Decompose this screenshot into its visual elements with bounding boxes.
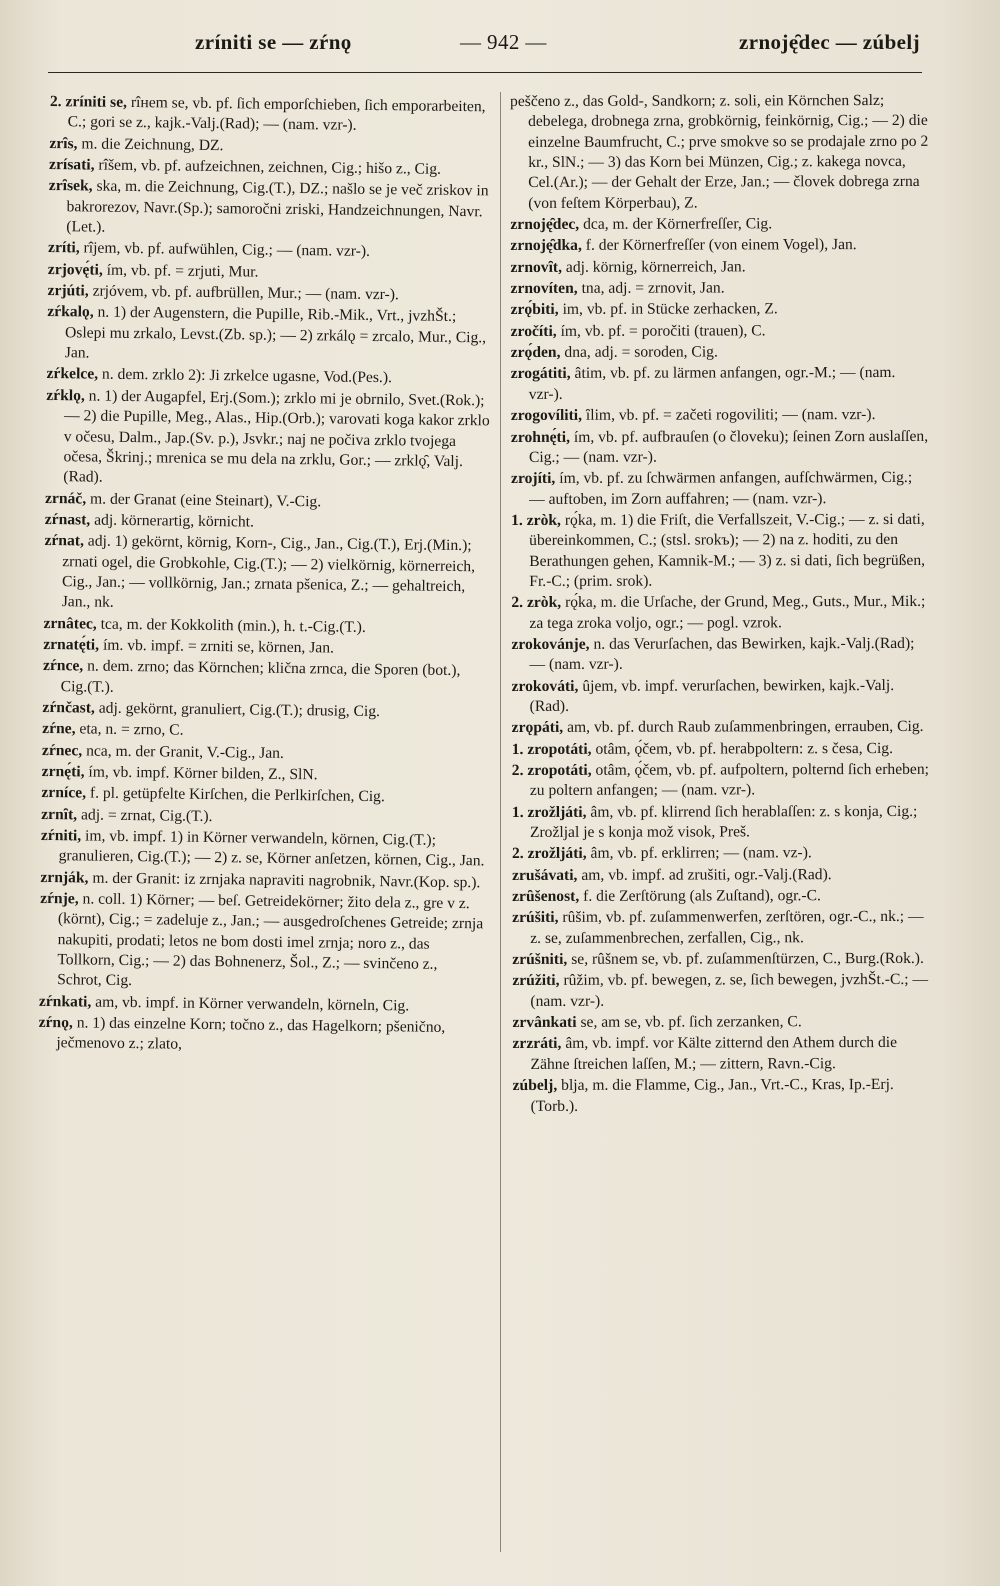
dictionary-entry [512,1012,932,1033]
entry-definition: m. der Granit: iz zrnjaka napraviti nagrobnik, Navr.(Kop. sp.). [92,869,481,892]
entry-headword: zrǫ́den, [510,343,561,362]
entry-headword: zrzráti, [512,1035,562,1053]
entry-headword: zročíti, [510,322,557,340]
dictionary-entry [50,92,495,138]
entry-headword: zrnâtec, [43,614,97,633]
entry-definition: rǫ́ka, m. 1) die Friſt, die Verfallszeit, V.-Cig.; — z. si dati, übereinkommen, C.; (stsl. srokъ); — 2) na z. hoditi, zu den Berathungen gehen, Kamnik-M.; — 3) z. si dati, ſich begrüßen, Fr.-C.; (prim. srok). [529,510,926,590]
dictionary-entry [511,634,931,676]
dictionary-entry [39,889,485,996]
entry-headword: zŕklǫ, [46,386,85,405]
entry-headword: zrúšiti, [512,909,559,927]
dictionary-entry [510,214,930,235]
entry-definition: ím, vb. pf. aufbrauſen (o človeku); ſeinen Zorn auslaſſen, Cig.; — (nam. vzr-). [528,427,929,466]
dictionary-entry [511,426,931,468]
entry-headword: zrogátiti, [510,365,571,383]
entry-headword: zŕkalǫ, [47,303,94,321]
entry-headword: zrjovę́ti, [47,260,103,279]
entry-definition: zrjóvem, vb. pf. aufbrüllen, Mur.; — (nam. vzr-). [92,282,399,304]
dictionary-entry [48,176,494,242]
dictionary-entry [512,739,932,760]
entry-definition: adj. 1) gekörnt, körnig, Korn-, Cig., Jan., Cig.(T.), Erj.(Min.); zrnati ogel, die Grobkohle, Cig.(T.); — 2) vielkörnig, körnerreich, Cig., Jan.; — vollkörnig, Jan.; zrnata pšenica, Z.; — gehaltreich, Jan., nk. [61,532,476,612]
dictionary-entry [512,676,932,718]
dictionary-entry [510,257,930,278]
entry-headword: 2. zròk, [511,594,562,612]
entry-definition: ím, vb. pf. = zrjuti, Mur. [106,261,259,281]
entry-definition: ím, vb. pf. zu ſchwärmen anfangen, aufſchwärmen, Cig.; — auftoben, im Zorn auffahren; — (nam. vzr-). [529,469,913,508]
entry-definition: rîнem se, vb. pf. ſich emporſchieben, ſich emporarbeiten, C.; gori se z., kajk.-Valj.(Rad); — (nam. vzr-). [67,93,486,135]
entry-definition: f. die Zerſtörung (als Zuſtand), ogr.-C. [583,887,821,905]
entry-definition: adj. körnig, körnerreich, Jan. [565,258,746,276]
entry-definition: peščeno z., das Gold-, Sandkorn; z. soli, ein Körnchen Salz; debelega, drobnega zrna, grobkörnig, feinkörnig, Cig.; — 2) die einzelne Baumfrucht, C.; prve smokve so se prodajale zrno po 2 kr., SlN.; — 3) das Korn bei Münzen, Cig.; z. kakega novca, Cel.(Ar.); — der Gehalt der Erze, Jan.; — človek dobrega zrna (von feſtem Körperbau), Z. [510,92,929,212]
entry-headword: zŕnǫ, [38,1014,73,1032]
entry-definition: f. der Körnerfreſſer (von einem Vogel), Jan. [585,236,857,255]
entry-definition: âm, vb. impf. vor Kälte zitternd den Athem durch die Zähne ſtreichen laſſen, M.; — zittern, Ravn.-Cig. [530,1034,898,1073]
entry-headword: zrnatę́ti, [43,635,100,654]
entry-definition: ím. vb. impf. = zrniti se, körnen, Jan. [102,636,335,657]
dictionary-entry [511,510,931,592]
column-divider [500,92,501,1552]
entry-headword: zúbelj, [512,1077,558,1095]
entry-definition: otâm, ǫ́čem, vb. pf. aufpoltern, polternd ſich erheben; zu poltern anfangen; — (nam. vzr-). [529,760,929,800]
entry-definition: eta, n. = zrno, C. [79,720,184,739]
entry-definition: ím, vb. pf. = poročiti (trauen), C. [560,322,766,340]
entry-headword: zrokovánje, [511,635,590,653]
dictionary-entry [512,717,932,738]
entry-definition: rûžim, vb. pf. bewegen, z. se, ſich bewegen, jvzhŠt.-C.; — (nam. vzr-). [530,971,929,1010]
entry-headword: zrǫ́biti, [510,301,559,319]
entry-definition: n. 1) der Augenstern, die Pupille, Rib.-Mik., Vrt., jvzhŠt.; Oslepi mu zrkalo, Levst.(Zb. sp.); — 2) zrkálǫ = zrcalo, Mur., Cig., Jan. [64,304,487,362]
entry-headword: zrnovȋt, [510,258,563,276]
entry-definition: adj. körnerartig, körnicht. [94,511,255,531]
entry-definition: rûšim, vb. pf. zuſammenwerfen, zerſtören, ogr.-C., nk.; — z. se, zuſammenbrechen, zerfallen, Cig., nk. [530,908,924,947]
entry-headword: zríti, [47,239,80,257]
entry-headword: zrȋs, [49,134,78,153]
dictionary-entry [510,235,930,256]
entry-definition: ûjem, vb. impf. verurſachen, bewirken, kajk.-Valj.(Rad). [529,676,895,715]
entry-headword: zrúšniti, [512,950,568,969]
entry-definition: ȋlim, vb. pf. = začeti rogoviliti; — (nam. vzr-). [585,406,876,424]
entry-headword: zrojíti, [510,470,556,488]
entry-definition: ska, m. die Zeichnung, Cig.(T.), DZ.; našlo se je več zriskov in bakrorezov, Navr.(Sp.); samoročni zriski, Handzeichnungen, Navr.(Let.). [66,177,489,236]
entry-definition: âm, vb. pf. erklirren; — (nam. vz-). [590,844,812,863]
right-column [510,91,933,1118]
entry-definition: âtim, vb. pf. zu lärmen anfangen, ogr.-M.; — (nam. vzr-). [528,364,896,403]
entry-definition: im, vb. impf. 1) in Körner verwandeln, körnen, Cig.(T.); granulieren, Cig.(T.); — 2) z. se, Körner anſetzen, körnen, Cig., Jan. [58,827,485,870]
entry-definition: n. das Verurſachen, das Bewirken, kajk.-Valj.(Rad); — (nam. vzr-). [529,634,915,674]
entry-headword: zŕne, [42,720,76,738]
entry-definition: n. 1) der Augapfel, Erj.(Som.); zrklo mi je obrnilo, Svet.(Rok.); — 2) die Pupille, Meg., Alas., Hip.(Orb.); varovati koga kakor zrklo v očesu, Dalm., Jap.(Sv. p.), Jsvkr.; naj ne počiva zrklo tvojega očesa, Škrinj.; mrenica se mu dela na zrklu, Gor.; — zrklǫ̑, Valj.(Rad). [63,387,490,486]
entry-headword: zrušávati, [512,866,578,884]
entry-headword: zrníce, [41,784,87,802]
entry-headword: zrnȋt, [41,805,78,824]
dictionary-entry [510,278,930,299]
entry-definition: tca, m. der Kokkolith (min.), h. t.-Cig.(T.). [100,615,366,636]
dictionary-entry [513,1075,933,1117]
entry-definition: f. pl. getüpfelte Kirſchen, die Perlkirſchen, Cig. [89,784,385,806]
entry-definition: âm, vb. pf. klirrend ſich herablaſſen: z. s konja, Cig.; Zrožljal je s konja mož visok, Preš. [529,802,918,841]
entry-headword: 2. zropotáti, [511,761,592,779]
header-left-guideword: zríniti se — zŕnǫ [195,30,352,54]
entry-definition: am, vb. impf. in Körner verwandeln, körneln, Cig. [95,993,410,1015]
entry-headword: zrokováti, [511,677,579,695]
entry-definition: n. dem. zrno; das Körnchen; klična zrnca, die Sporen (bot.), Cig.(T.). [60,657,461,696]
entry-definition: dca, m. der Körnerfreſſer, Cig. [583,215,773,233]
entry-headword: zŕnce, [42,657,84,675]
dictionary-entry [512,802,932,844]
dictionary-entry [512,1033,932,1075]
running-header [60,30,920,64]
entry-definition: se, am se, vb. pf. ſich zerzanken, C. [580,1013,802,1031]
entry-headword: zŕnat, [44,532,85,550]
dictionary-entry [512,949,932,970]
entry-definition: tna, adj. = zrnovit, Jan. [581,279,725,297]
dictionary-entry [511,363,931,405]
entry-definition: rîšem, vb. pf. aufzeichnen, zeichnen, Cig.; hišo z., Cig. [98,156,442,178]
entry-headword: zrúžiti, [512,972,560,990]
dictionary-entry [512,865,932,886]
dictionary-entry [43,656,488,702]
entry-definition: n. dem. zrklo 2): Ji zrkelce ugasne, Vod.(Pes.). [101,366,393,387]
dictionary-entry [38,1013,483,1059]
entry-headword: zrjúti, [47,282,89,300]
entry-headword: zrnáč, [44,489,87,508]
entry-headword: zŕnast, [44,510,91,529]
page-number: — 942 — [460,30,547,54]
entry-definition: dna, adj. = soroden, Cig. [564,343,718,361]
entry-headword: zrvânkati [512,1013,577,1032]
entry-headword: zrogovíliti, [510,406,583,425]
entry-definition: m. die Zeichnung, DZ. [81,135,224,154]
entry-definition: blja, m. die Flamme, Cig., Jan., Vrt.-C., Kras, Ip.-Erj.(Torb.). [530,1076,894,1115]
entry-headword: 1. zròk, [511,511,561,529]
entry-definition: im, vb. pf. in Stücke zerhacken, Z. [562,300,778,319]
entry-headword: zrȋsek, [48,177,93,195]
dictionary-entry [47,302,493,368]
entry-headword: zrnovíten, [510,279,578,298]
entry-headword: zŕkelce, [46,365,99,384]
entry-definition: am, vb. impf. ad zrušiti, ogr.-Valj.(Rad). [581,865,832,884]
entry-headword: zŕniti, [40,826,82,845]
entry-definition: adj. = zrnat, Cig.(T.). [80,806,213,825]
entry-definition: n. 1) das einzelne Korn; točno z., das Hagelkorn; pšenično, ječmenovo z.; zlato, [56,1014,446,1054]
dictionary-entry [511,342,931,363]
dictionary-entry [511,321,931,342]
header-right-guideword: zrnoję̑dec — zúbelj [739,30,920,54]
dictionary-entry [512,886,932,907]
entry-definition: rǫ́ka, m. die Urſache, der Grund, Meg., Guts., Mur., Mik.; za tega zroka voljo, ogr.; — pogl. vzrok. [529,593,926,632]
entry-headword: zrnoję̑dec, [510,215,580,234]
dictionary-entry [511,299,931,320]
entry-headword: zŕnje, [40,890,79,908]
dictionary-entry [511,592,931,634]
dictionary-entry [41,826,486,872]
dictionary-entry [511,468,931,510]
header-rule [48,72,922,73]
entry-definition: se, rûšnem se, vb. pf. zuſammenſtürzen, C., Burg.(Rok.). [571,950,924,968]
entry-definition: n. coll. 1) Körner; — beſ. Getreidekörner; žito dela z., gre v z. (körnt), Cig.; = zadeluje z., Jan.; — ausgedroſchenes Getreide; zrnja nakupiti, prodati; letos ne bom dosti imel zrnja; noro z., das Tollkorn, Cig.; — 2) das Bohnenerz, Šol., Z.; — svinčeno z., Schrot, Cig. [57,890,484,990]
entry-headword: zrnoję̑dka, [510,237,582,255]
entry-definition: otâm, ǫ́čem, vb. pf. herabpoltern: z. s česa, Cig. [595,739,893,758]
entry-headword: zŕnčast, [42,698,95,717]
entry-headword: zrǫpáti, [511,719,564,737]
dictionary-entry [512,843,932,864]
entry-headword: 2. zrožljáti, [511,845,587,863]
entry-definition: rîjem, vb. pf. aufwühlen, Cig.; — (nam. vzr-). [83,239,371,261]
left-column [38,92,495,1060]
dictionary-entry [510,91,930,214]
entry-definition: adj. gekörnt, granuliert, Cig.(T.); drusig, Cig. [98,699,381,721]
entry-headword: zrȗšenost, [512,887,580,906]
entry-headword: zrnják, [40,868,89,887]
entry-definition: nca, m. der Granit, V.-Cig., Jan. [86,742,284,762]
dictionary-entry [512,760,932,802]
entry-headword: zŕnkati, [38,992,92,1011]
entry-headword: zrísati, [49,156,95,174]
entry-headword: 1. zrožljáti, [511,803,587,821]
entry-headword: 1. zropotáti, [511,740,592,758]
dictionary-entry [511,405,931,426]
dictionary-entry [512,970,932,1012]
entry-definition: am, vb. pf. durch Raub zuſammenbringen, errauben, Cig. [567,718,924,737]
entry-definition: m. der Granat (eine Steinart), V.-Cig. [89,490,322,510]
entry-definition: ím, vb. impf. Körner bilden, Z., SlN. [88,763,318,784]
entry-headword: 2. zríniti se, [49,92,128,111]
entry-headword: zrnę́ti, [41,762,85,781]
dictionary-entry [45,386,491,493]
entry-headword: zrohnę́ti, [510,428,570,446]
dictionary-entry [44,531,490,618]
entry-headword: zŕnec, [41,741,83,760]
dictionary-entry [512,907,932,949]
